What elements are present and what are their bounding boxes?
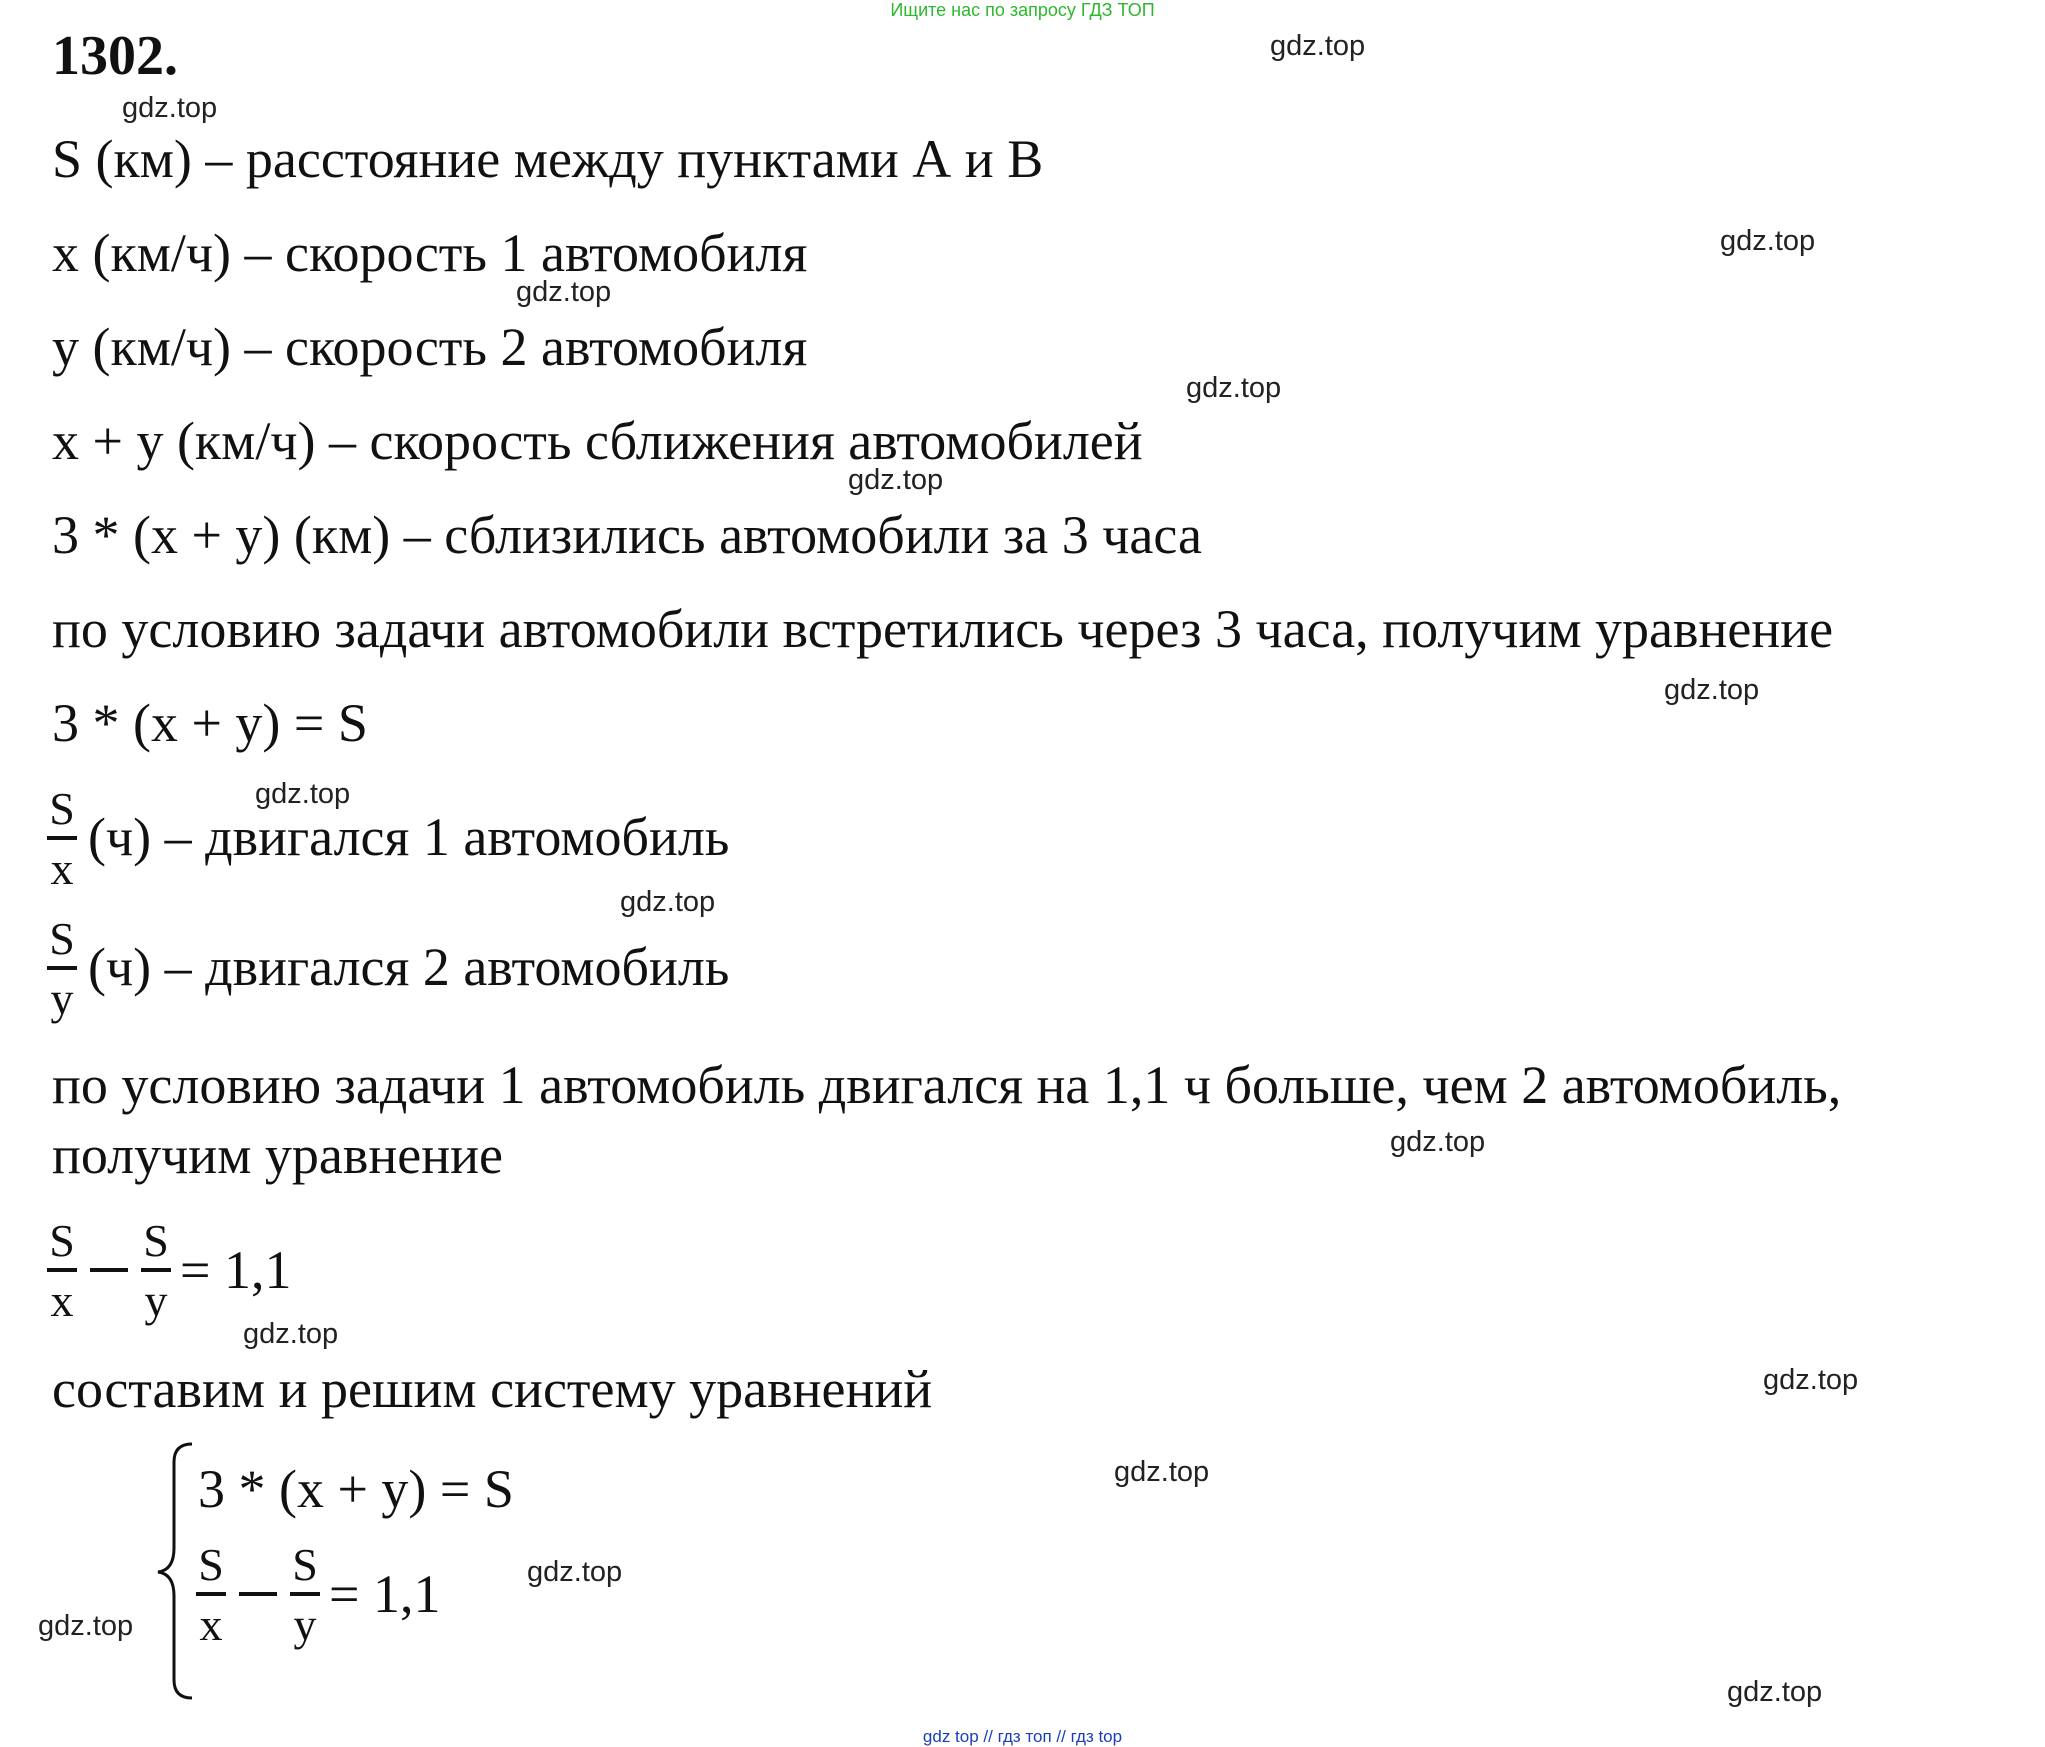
problem-number: 1302. xyxy=(52,25,178,87)
fraction-bar xyxy=(290,1592,320,1596)
denominator: y xyxy=(293,1599,317,1650)
watermark: gdz.top xyxy=(1763,1364,1859,1396)
watermark: gdz.top xyxy=(255,778,351,810)
watermark: gdz.top xyxy=(1720,225,1816,257)
watermark: gdz.top xyxy=(1186,372,1282,404)
fraction-bar xyxy=(196,1592,226,1596)
text-line-condition-1: по условию задачи автомобили встретились через 3 часа, получим уравнение xyxy=(52,599,1834,659)
text-line-distance: S (км) – расстояние между пунктами А и В xyxy=(52,129,1044,189)
watermark: gdz.top xyxy=(1664,674,1760,706)
minus-sign xyxy=(239,1592,277,1596)
watermark: gdz.top xyxy=(1114,1456,1210,1488)
watermark: gdz.top xyxy=(527,1556,623,1588)
watermark: gdz.top xyxy=(516,276,612,308)
equation-2-rhs: = 1,1 xyxy=(180,1240,292,1300)
text-line-speed-1: x (км/ч) – скорость 1 автомобиля xyxy=(52,223,808,283)
system-brace xyxy=(148,1440,198,1705)
fraction-s-over-x xyxy=(47,783,77,894)
equation-1: 3 * (x + y) = S xyxy=(52,693,368,753)
watermark: gdz.top xyxy=(1270,30,1366,62)
fraction-s-over-x xyxy=(47,1215,77,1326)
numerator: S xyxy=(143,1215,169,1266)
fraction-s-over-x xyxy=(196,1539,226,1650)
fraction-s-over-y xyxy=(290,1539,320,1650)
watermark: gdz.top xyxy=(38,1610,134,1642)
system-equation-1: 3 * (x + y) = S xyxy=(198,1459,514,1519)
fraction-bar xyxy=(47,1268,77,1272)
denominator: y xyxy=(50,973,74,1024)
text-line-closed-distance: 3 * (x + y) (км) – сблизились автомобили за 3 часа xyxy=(52,505,1202,565)
denominator: x xyxy=(50,843,74,894)
numerator: S xyxy=(198,1539,224,1590)
fraction-s-over-y xyxy=(141,1215,171,1326)
fraction-bar xyxy=(141,1268,171,1272)
watermark: gdz.top xyxy=(1727,1676,1823,1708)
footer: gdz top // гдз топ // гдз top xyxy=(922,1727,1123,1746)
minus-sign xyxy=(90,1268,128,1272)
text-line-system-intro: составим и решим систему уравнений xyxy=(52,1359,933,1419)
top-banner: Ищите нас по запросу ГДЗ ТОП xyxy=(890,0,1155,20)
watermark: gdz.top xyxy=(1390,1126,1486,1158)
watermark: gdz.top xyxy=(122,92,218,124)
watermark: gdz.top xyxy=(243,1318,339,1350)
numerator: S xyxy=(49,1215,75,1266)
fraction-s-over-y xyxy=(47,913,77,1024)
numerator: S xyxy=(49,913,75,964)
text-line-closing-speed: x + y (км/ч) – скорость сближения автомобилей xyxy=(52,411,1143,471)
fraction-bar xyxy=(47,966,77,970)
time-line-1: (ч) – двигался 1 автомобиль xyxy=(88,807,730,867)
numerator: S xyxy=(49,783,75,834)
system-equation-2-rhs: = 1,1 xyxy=(329,1564,441,1624)
text-line-condition-2a: по условию задачи 1 автомобиль двигался на 1,1 ч больше, чем 2 автомобиль, xyxy=(52,1055,1842,1115)
watermark: gdz.top xyxy=(848,464,944,496)
text-line-condition-2b: получим уравнение xyxy=(52,1125,503,1185)
denominator: x xyxy=(50,1275,74,1326)
numerator: S xyxy=(292,1539,318,1590)
denominator: x xyxy=(199,1599,223,1650)
denominator: y xyxy=(144,1275,168,1326)
fraction-bar xyxy=(47,836,77,840)
time-line-2: (ч) – двигался 2 автомобиль xyxy=(88,937,730,997)
watermark: gdz.top xyxy=(620,886,716,918)
text-line-speed-2: y (км/ч) – скорость 2 автомобиля xyxy=(52,317,808,377)
